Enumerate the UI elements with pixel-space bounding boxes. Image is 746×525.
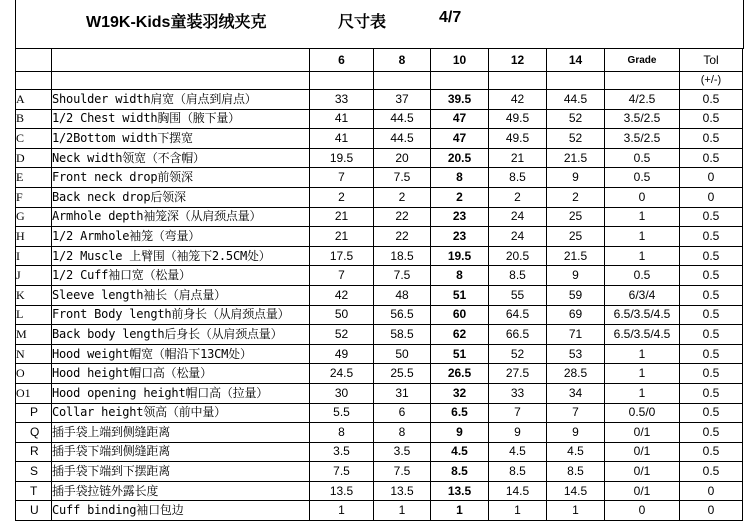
- grade-value: 0.5: [605, 266, 680, 286]
- size-value: 37: [374, 90, 431, 110]
- measurement-code: G: [16, 207, 52, 227]
- size-value: 25: [547, 207, 605, 227]
- grade-value: 6.5/3.5/4.5: [605, 325, 680, 345]
- size-value: 33: [310, 90, 374, 110]
- size-value: 22: [374, 227, 431, 247]
- tolerance-value: 0: [680, 481, 743, 501]
- size-value: 21: [310, 207, 374, 227]
- measurement-row: [16, 462, 743, 482]
- size-table: [15, 48, 743, 521]
- measurement-code: U: [16, 501, 52, 521]
- subheader-empty: [16, 72, 52, 90]
- size-value: 7.5: [374, 266, 431, 286]
- tolerance-value: 0.5: [680, 403, 743, 423]
- grade-value: 3.5/2.5: [605, 129, 680, 149]
- header-size: 12: [489, 49, 547, 72]
- size-value: 9: [547, 266, 605, 286]
- tolerance-value: 0.5: [680, 129, 743, 149]
- grade-value: 3.5/2.5: [605, 109, 680, 129]
- chart-subtitle: 尺寸表: [338, 14, 387, 31]
- size-value: 66.5: [489, 325, 547, 345]
- grade-value: 1: [605, 246, 680, 266]
- subheader-row: [16, 72, 743, 90]
- size-value: 2: [310, 187, 374, 207]
- grade-value: 0/1: [605, 481, 680, 501]
- measurement-code: O1: [16, 383, 52, 403]
- size-value: 59: [547, 285, 605, 305]
- size-value: 55: [489, 285, 547, 305]
- size-value: 7.5: [310, 462, 374, 482]
- grade-value: 0.5/0: [605, 403, 680, 423]
- size-value: 39.5: [431, 90, 489, 110]
- size-value: 5.5: [310, 403, 374, 423]
- grade-value: 4/2.5: [605, 90, 680, 110]
- size-value: 64.5: [489, 305, 547, 325]
- measurement-row: [16, 364, 743, 384]
- measurement-code: O: [16, 364, 52, 384]
- header-grade: Grade: [605, 49, 680, 72]
- header-tol: Tol: [680, 49, 743, 72]
- size-value: 20.5: [431, 148, 489, 168]
- size-value: 50: [374, 344, 431, 364]
- size-value: 52: [547, 129, 605, 149]
- tolerance-value: 0.5: [680, 207, 743, 227]
- size-value: 44.5: [547, 90, 605, 110]
- size-value: 1: [431, 501, 489, 521]
- size-value: 13.5: [431, 481, 489, 501]
- measurement-code: J: [16, 266, 52, 286]
- size-value: 52: [489, 344, 547, 364]
- tolerance-value: 0.5: [680, 148, 743, 168]
- size-value: 21.5: [547, 148, 605, 168]
- subheader-empty: [489, 72, 547, 90]
- measurement-description: Front Body length前身长（从肩颈点量）: [52, 305, 310, 325]
- size-value: 19.5: [310, 148, 374, 168]
- size-value: 2: [374, 187, 431, 207]
- tolerance-value: 0.5: [680, 90, 743, 110]
- size-value: 6: [374, 403, 431, 423]
- measurement-description: Back body length后身长（从肩颈点量）: [52, 325, 310, 345]
- tolerance-value: 0: [680, 187, 743, 207]
- chart-title: W19K-Kids童装羽绒夹克: [86, 14, 267, 31]
- measurement-row: [16, 383, 743, 403]
- size-value: 4.5: [547, 442, 605, 462]
- size-value: 8: [431, 266, 489, 286]
- grade-value: 1: [605, 344, 680, 364]
- size-value: 1: [310, 501, 374, 521]
- size-value: 24: [489, 227, 547, 247]
- size-value: 2: [547, 187, 605, 207]
- measurement-row: [16, 442, 743, 462]
- measurement-description: Neck width领宽（不含帽）: [52, 148, 310, 168]
- tolerance-value: 0.5: [680, 325, 743, 345]
- measurement-code: K: [16, 285, 52, 305]
- measurement-row: [16, 344, 743, 364]
- size-value: 42: [310, 285, 374, 305]
- measurement-code: Q: [16, 423, 52, 443]
- measurement-description: Back neck drop后领深: [52, 187, 310, 207]
- size-value: 51: [431, 285, 489, 305]
- size-value: 8.5: [489, 266, 547, 286]
- size-value: 25: [547, 227, 605, 247]
- measurement-description: Hood weight帽宽（帽沿下13CM处）: [52, 344, 310, 364]
- measurement-description: 1/2Bottom width下摆宽: [52, 129, 310, 149]
- measurement-row: [16, 109, 743, 129]
- size-value: 21.5: [547, 246, 605, 266]
- size-value: 17.5: [310, 246, 374, 266]
- grade-value: 0: [605, 501, 680, 521]
- size-value: 28.5: [547, 364, 605, 384]
- size-value: 44.5: [374, 129, 431, 149]
- header-tol-sub: (+/-): [680, 72, 743, 90]
- size-value: 1: [489, 501, 547, 521]
- size-value: 47: [431, 129, 489, 149]
- measurement-description: 1/2 Chest width胸围（腋下量）: [52, 109, 310, 129]
- size-value: 71: [547, 325, 605, 345]
- size-value: 47: [431, 109, 489, 129]
- size-value: 49: [310, 344, 374, 364]
- tolerance-value: 0.5: [680, 227, 743, 247]
- measurement-code: I: [16, 246, 52, 266]
- size-value: 8: [431, 168, 489, 188]
- grade-value: 1: [605, 364, 680, 384]
- measurement-row: [16, 325, 743, 345]
- measurement-row: [16, 207, 743, 227]
- size-value: 1: [374, 501, 431, 521]
- size-value: 32: [431, 383, 489, 403]
- header-size: 14: [547, 49, 605, 72]
- size-value: 3.5: [310, 442, 374, 462]
- tolerance-value: 0.5: [680, 383, 743, 403]
- measurement-description: 1/2 Muscle 上臂围（袖笼下2.5CM处）: [52, 246, 310, 266]
- header-size: 10: [431, 49, 489, 72]
- size-value: 53: [547, 344, 605, 364]
- size-value: 8.5: [489, 168, 547, 188]
- measurement-code: H: [16, 227, 52, 247]
- page-number: 4/7: [439, 9, 462, 26]
- size-value: 33: [489, 383, 547, 403]
- size-value: 49.5: [489, 129, 547, 149]
- subheader-empty: [547, 72, 605, 90]
- header-size: 6: [310, 49, 374, 72]
- measurement-code: E: [16, 168, 52, 188]
- size-value: 6.5: [431, 403, 489, 423]
- header-code-cell: [16, 49, 52, 72]
- grade-value: 0.5: [605, 168, 680, 188]
- subheader-empty: [310, 72, 374, 90]
- tolerance-value: 0.5: [680, 285, 743, 305]
- tolerance-value: 0.5: [680, 266, 743, 286]
- size-value: 24: [489, 207, 547, 227]
- measurement-code: L: [16, 305, 52, 325]
- measurement-code: A: [16, 90, 52, 110]
- size-value: 60: [431, 305, 489, 325]
- measurement-row: [16, 129, 743, 149]
- size-value: 22: [374, 207, 431, 227]
- measurement-description: Armhole depth袖笼深（从肩颈点量）: [52, 207, 310, 227]
- size-value: 8: [374, 423, 431, 443]
- measurement-row: [16, 481, 743, 501]
- header-size: 8: [374, 49, 431, 72]
- measurement-description: Sleeve length袖长（肩点量）: [52, 285, 310, 305]
- size-value: 8.5: [431, 462, 489, 482]
- measurement-description: Cuff binding袖口包边: [52, 501, 310, 521]
- measurement-description: 插手袋下端到下摆距离: [52, 462, 310, 482]
- size-value: 14.5: [547, 481, 605, 501]
- measurement-code: N: [16, 344, 52, 364]
- measurement-code: D: [16, 148, 52, 168]
- measurement-description: Front neck drop前领深: [52, 168, 310, 188]
- measurement-description: Shoulder width肩宽（肩点到肩点）: [52, 90, 310, 110]
- measurement-code: C: [16, 129, 52, 149]
- size-value: 48: [374, 285, 431, 305]
- subheader-empty: [431, 72, 489, 90]
- size-value: 9: [431, 423, 489, 443]
- size-value: 51: [431, 344, 489, 364]
- size-value: 52: [310, 325, 374, 345]
- size-value: 7: [489, 403, 547, 423]
- size-value: 20.5: [489, 246, 547, 266]
- size-value: 31: [374, 383, 431, 403]
- size-value: 25.5: [374, 364, 431, 384]
- measurement-code: B: [16, 109, 52, 129]
- measurement-row: [16, 403, 743, 423]
- subheader-empty: [374, 72, 431, 90]
- measurement-code: S: [16, 462, 52, 482]
- size-value: 69: [547, 305, 605, 325]
- size-value: 8.5: [547, 462, 605, 482]
- size-value: 8: [310, 423, 374, 443]
- size-value: 30: [310, 383, 374, 403]
- tolerance-value: 0.5: [680, 246, 743, 266]
- measurement-row: [16, 187, 743, 207]
- tolerance-value: 0.5: [680, 442, 743, 462]
- size-value: 41: [310, 109, 374, 129]
- tolerance-value: 0.5: [680, 109, 743, 129]
- size-value: 2: [431, 187, 489, 207]
- size-value: 1: [547, 501, 605, 521]
- size-value: 7.5: [374, 168, 431, 188]
- grade-value: 1: [605, 227, 680, 247]
- size-value: 58.5: [374, 325, 431, 345]
- measurement-row: [16, 246, 743, 266]
- size-value: 62: [431, 325, 489, 345]
- grade-value: 6.5/3.5/4.5: [605, 305, 680, 325]
- measurement-row: [16, 305, 743, 325]
- size-value: 49.5: [489, 109, 547, 129]
- tolerance-value: 0.5: [680, 423, 743, 443]
- measurement-code: P: [16, 403, 52, 423]
- tolerance-value: 0.5: [680, 462, 743, 482]
- measurement-description: 插手袋下端到侧缝距离: [52, 442, 310, 462]
- measurement-code: F: [16, 187, 52, 207]
- size-value: 7.5: [374, 462, 431, 482]
- size-chart-sheet: [15, 0, 742, 525]
- tolerance-value: 0.5: [680, 305, 743, 325]
- subheader-empty: [605, 72, 680, 90]
- size-value: 23: [431, 227, 489, 247]
- measurement-row: [16, 168, 743, 188]
- size-value: 19.5: [431, 246, 489, 266]
- grade-value: 0/1: [605, 442, 680, 462]
- size-value: 13.5: [310, 481, 374, 501]
- measurement-description: Hood height帽口高（松量）: [52, 364, 310, 384]
- size-value: 14.5: [489, 481, 547, 501]
- size-value: 23: [431, 207, 489, 227]
- grade-value: 6/3/4: [605, 285, 680, 305]
- title-row: [15, 0, 744, 49]
- size-value: 8.5: [489, 462, 547, 482]
- measurement-code: T: [16, 481, 52, 501]
- size-value: 18.5: [374, 246, 431, 266]
- size-value: 4.5: [431, 442, 489, 462]
- measurement-code: R: [16, 442, 52, 462]
- size-value: 27.5: [489, 364, 547, 384]
- measurement-row: [16, 227, 743, 247]
- grade-value: 0/1: [605, 462, 680, 482]
- tolerance-value: 0.5: [680, 364, 743, 384]
- size-value: 42: [489, 90, 547, 110]
- size-value: 4.5: [489, 442, 547, 462]
- tolerance-value: 0: [680, 501, 743, 521]
- measurement-code: M: [16, 325, 52, 345]
- tolerance-value: 0.5: [680, 344, 743, 364]
- size-value: 20: [374, 148, 431, 168]
- header-row: [16, 49, 743, 72]
- size-value: 50: [310, 305, 374, 325]
- header-desc-cell: [52, 49, 310, 72]
- measurement-description: 1/2 Armhole袖笼（弯量）: [52, 227, 310, 247]
- measurement-row: [16, 148, 743, 168]
- size-value: 21: [310, 227, 374, 247]
- size-value: 21: [489, 148, 547, 168]
- size-value: 34: [547, 383, 605, 403]
- grade-value: 1: [605, 207, 680, 227]
- measurement-row: [16, 90, 743, 110]
- tolerance-value: 0: [680, 168, 743, 188]
- measurement-row: [16, 423, 743, 443]
- measurement-description: 插手袋拉链外露长度: [52, 481, 310, 501]
- measurement-description: Hood opening height帽口高（拉量）: [52, 383, 310, 403]
- grade-value: 0.5: [605, 148, 680, 168]
- size-value: 9: [547, 423, 605, 443]
- grade-value: 1: [605, 383, 680, 403]
- size-value: 24.5: [310, 364, 374, 384]
- measurement-description: 插手袋上端到侧缝距离: [52, 423, 310, 443]
- size-value: 13.5: [374, 481, 431, 501]
- measurement-row: [16, 285, 743, 305]
- size-value: 7: [310, 266, 374, 286]
- size-value: 41: [310, 129, 374, 149]
- measurement-row: [16, 501, 743, 521]
- size-value: 52: [547, 109, 605, 129]
- size-value: 7: [547, 403, 605, 423]
- measurement-row: [16, 266, 743, 286]
- measurement-description: 1/2 Cuff袖口宽（松量）: [52, 266, 310, 286]
- size-value: 7: [310, 168, 374, 188]
- size-value: 26.5: [431, 364, 489, 384]
- size-value: 3.5: [374, 442, 431, 462]
- grade-value: 0/1: [605, 423, 680, 443]
- size-value: 9: [547, 168, 605, 188]
- measurement-description: Collar height领高（前中量）: [52, 403, 310, 423]
- size-value: 9: [489, 423, 547, 443]
- size-value: 44.5: [374, 109, 431, 129]
- subheader-empty: [52, 72, 310, 90]
- size-value: 2: [489, 187, 547, 207]
- grade-value: 0: [605, 187, 680, 207]
- size-value: 56.5: [374, 305, 431, 325]
